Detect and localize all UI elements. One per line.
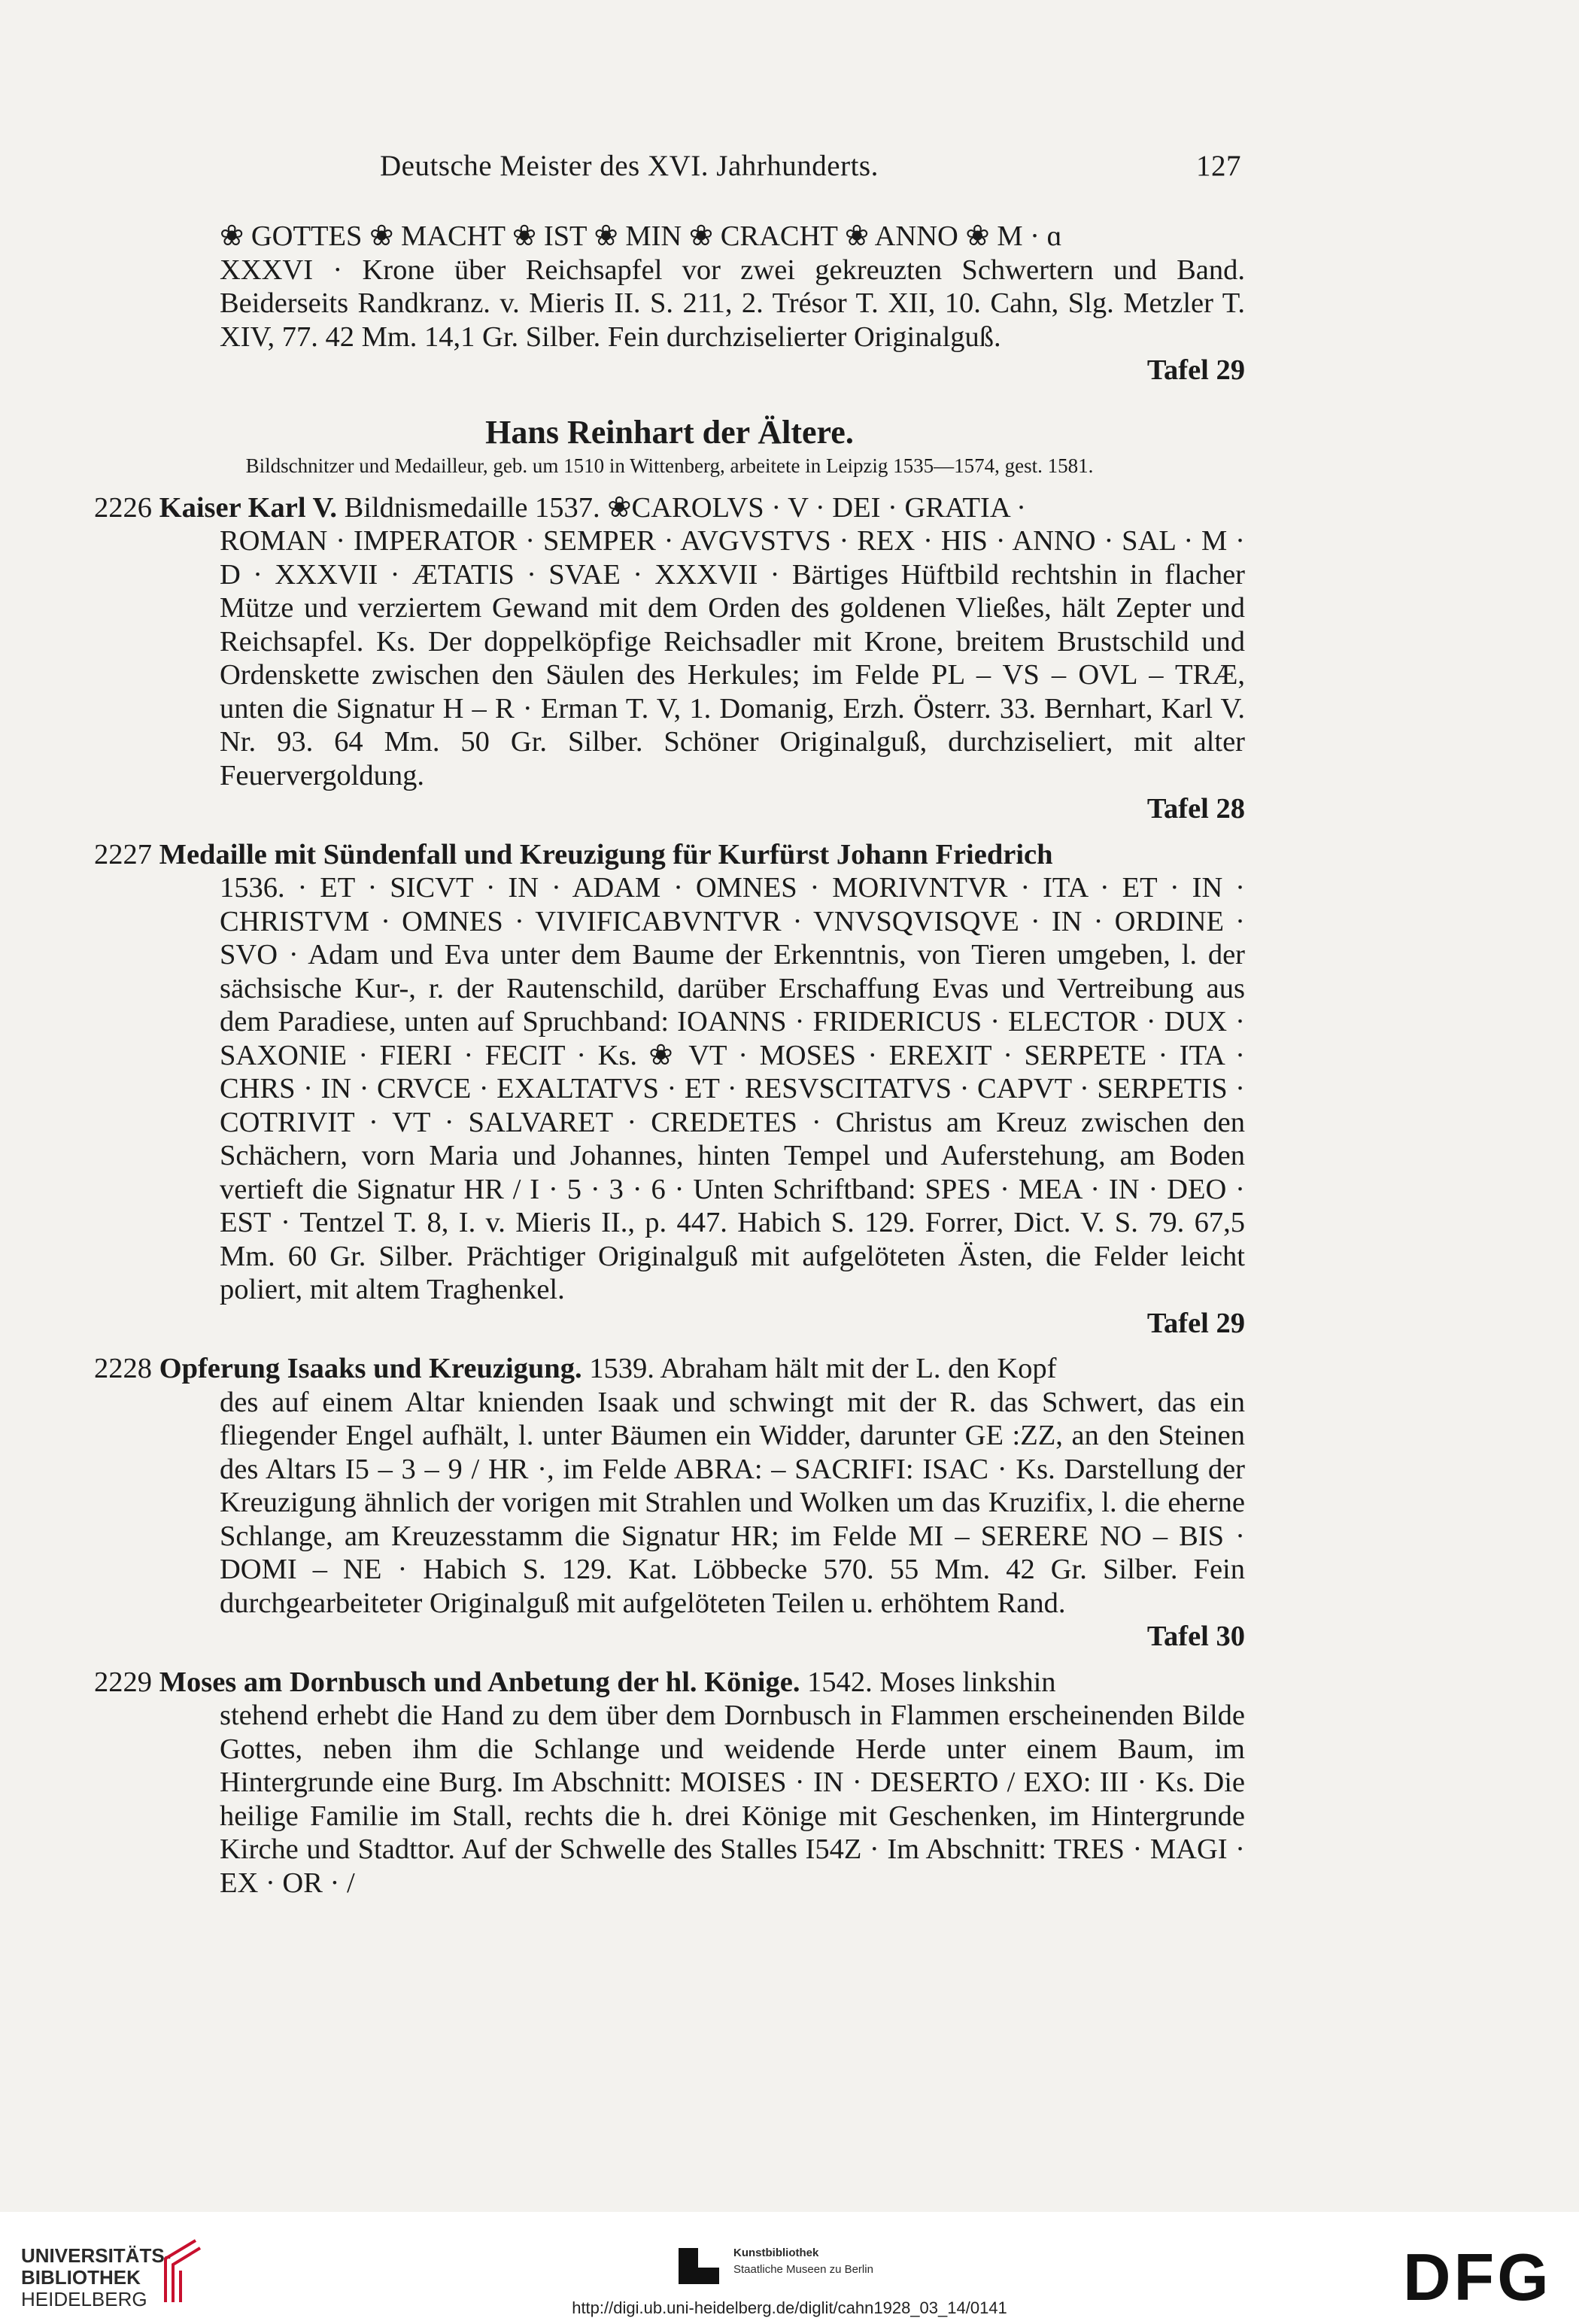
entry-title: Kaiser Karl V. (159, 491, 337, 524)
running-title: Deutsche Meister des XVI. Jahrhunderts. (380, 150, 879, 182)
intro-tafel: Tafel 29 (1146, 354, 1245, 386)
entry-body: ROMAN · IMPERATOR · SEMPER · AVGVSTVS · REX · HIS · ANNO · SAL · M · D · XXXVII · ÆTATIS · SVAE · XXXVII · Bärtiges Hüftbild rechtshin in flacher Mütze und verziertem Gewand mit dem Orden des goldenen Vließes, hält Zepter und Reichsapfel. Ks. Der doppelköpfige Reichsadler mit Krone, breitem Brustschild und Ordenskette zwischen den Säulen des Herkules; im Felde PL – VS – OVL – TRÆ, unten die Signatur H – R · Erman T. V, 1. Domanig, Erzh. Österr. 33. Bernhart, Karl V. Nr. 93. 64 Mm. 50 Gr. Silber. Schöner Originalguß, durchziseliert, mit alter Feuervergoldung. (220, 525, 1245, 791)
entry-first-line (94, 838, 1245, 872)
ub-line-1: UNIVERSITÄTS- (21, 2244, 172, 2267)
section-title: Hans Reinhart der Ältere. (485, 413, 854, 451)
section-subtitle: Bildschnitzer und Medailleur, geb. um 1510 in Wittenberg, arbeitete in Leipzig 1535—1574, gest. 1581. (245, 454, 1094, 477)
entry-tafel: Tafel 29 (1146, 1307, 1245, 1339)
catalog-entry-2227 (94, 838, 1245, 1341)
permalink-url[interactable]: http://digi.ub.uni-heidelberg.de/diglit/cahn1928_03_14/0141 (572, 2298, 1007, 2317)
kb-line-2: Staatliche Museen zu Berlin (733, 2263, 873, 2276)
catalog-entry-2229 (94, 1666, 1245, 1900)
page-number: 127 (1196, 150, 1241, 182)
entry-body: stehend erhebt die Hand zu dem über dem Dornbusch in Flammen erscheinenden Bilde Gottes, neben ihm die Schlange und weidende Herde unter einem Baum, im Hintergrunde eine Burg. Im Abschnitt: MOISES · IN · DESERTO / EXO: III · Ks. Die heilige Familie im Stall, rechts die h. drei Könige mit Geschenken, im Hintergrunde Kirche und Stadttor. Auf der Schwelle des Stalles I54Z · Im Abschnitt: TRES · MAGI · EX · OR · / (220, 1700, 1245, 1899)
entry-title: Medaille mit Sündenfall und Kreuzigung für Kurfürst Johann Friedrich (159, 838, 1053, 870)
entry-body: des auf einem Altar knienden Isaak und schwingt mit der R. das Schwert, das ein fliegender Engel aufhält, l. unter Bäumen ein Widder, darunter GE :ZZ, an den Steinen des Altars I5 – 3 – 9 / HR ·, im Felde ABRA: – SACRIFI: ISAC · Ks. Darstellung der Kreuzigung ähnlich der vorigen mit Strahlen und Wolken um das Kruzifix, l. die eherne Schlange, am Kreuzesstamm die Signatur HR; im Felde MI – SERERE NO – BIS · DOMI – NE · Habich S. 129. Kat. Löbbecke 570. 55 Mm. 42 Gr. Silber. Fein durchgearbeiteter Originalguß mit aufgelöteten Teilen u. erhöhtem Rand. (220, 1386, 1245, 1619)
kb-line-1: Kunstbibliothek (733, 2247, 819, 2259)
ub-heidelberg-logo-icon (158, 2237, 203, 2305)
intro-line-1: ❀ GOTTES ❀ MACHT ❀ IST ❀ MIN ❀ CRACHT ❀ ANNO ❀ M · ɑ (220, 220, 1062, 252)
entry-first-line (94, 491, 1245, 525)
ub-line-2: BIBLIOTHEK (21, 2266, 141, 2289)
entry-first-line (94, 1666, 1245, 1700)
entry-number: 2229 (94, 1666, 152, 1698)
entry-number: 2228 (94, 1353, 152, 1384)
entry-first-rest: 1542. Moses linkshin (807, 1666, 1056, 1698)
intro-line-2: XXXVI · Krone über Reichsapfel vor zwei gekreuzten Schwertern und Band. Beiderseits Randkranz. v. Mieris II. S. 211, 2. Trésor T. XII, 10. Cahn, Slg. Metzler T. XIV, 77. 42 Mm. 14,1 Gr. Silber. Fein durchziselierter Originalguß. (220, 254, 1245, 353)
kunstbibliothek-wordmark (733, 2245, 873, 2278)
entry-number: 2227 (94, 838, 152, 870)
ub-line-3: HEIDELBERG (21, 2288, 147, 2310)
entry-first-line (94, 1352, 1245, 1386)
entry-tafel: Tafel 28 (1146, 793, 1245, 825)
entry-tafel: Tafel 30 (1146, 1621, 1245, 1652)
page-content (94, 220, 1245, 1900)
entry-title: Moses am Dornbusch und Anbetung der hl. Könige. (159, 1666, 800, 1698)
intro-continuation (94, 220, 1245, 387)
entry-first-rest: 1539. Abraham hält mit der L. den Kopf (589, 1353, 1057, 1384)
entry-title: Opferung Isaaks und Kreuzigung. (159, 1353, 582, 1384)
entry-number: 2226 (94, 491, 152, 524)
catalog-entry-2226 (94, 491, 1245, 826)
entry-body: 1536. · ET · SICVT · IN · ADAM · OMNES · MORIVNTVR · ITA · ET · IN · CHRISTVM · OMNES · VIVIFICABVNTVR · VNVSQVISQVE · IN · ORDINE · SVO · Adam und Eva unter dem Baume der Erkenntnis, von Tieren umgeben, l. der sächsische Kur-, r. der Rautenschild, darüber Erschaffung Evas und Vertreibung aus dem Paradiese, unten auf Spruchband: IOANNS · FRIDERICUS · ELECTOR · DUX · SAXONIE · FIERI · FECIT · Ks. ❀ VT · MOSES · EREXIT · SERPETE · ITA · CHRS · IN · CRVCE · EXALTATVS · ET · RESVSCITATVS · CAPVT · SERPETIS · COTRIVIT · VT · SALVARET · CREDETES · Christus am Kreuz zwischen den Schächern, vorn Maria und Johannes, hinten Tempel und Auferstehung, am Boden vertieft die Signatur HR / I · 5 · 3 · 6 · Unten Schriftband: SPES · MEA · IN · DEO · EST · Tentzel T. 8, I. v. Mieris II., p. 447. Habich S. 129. Forrer, Dict. V. S. 79. 67,5 Mm. 60 Gr. Silber. Prächtiger Originalguß mit aufgelöteten Ästen, die Felder leicht poliert, mit altem Traghenkel. (220, 872, 1245, 1305)
dfg-logo: DFG (1403, 2240, 1552, 2314)
catalog-entry-2228 (94, 1352, 1245, 1654)
kunstbibliothek-logo-icon (676, 2242, 725, 2287)
entry-first-rest: Bildnismedaille 1537. ❀CAROLVS · V · DEI · GRATIA · (344, 491, 1026, 524)
